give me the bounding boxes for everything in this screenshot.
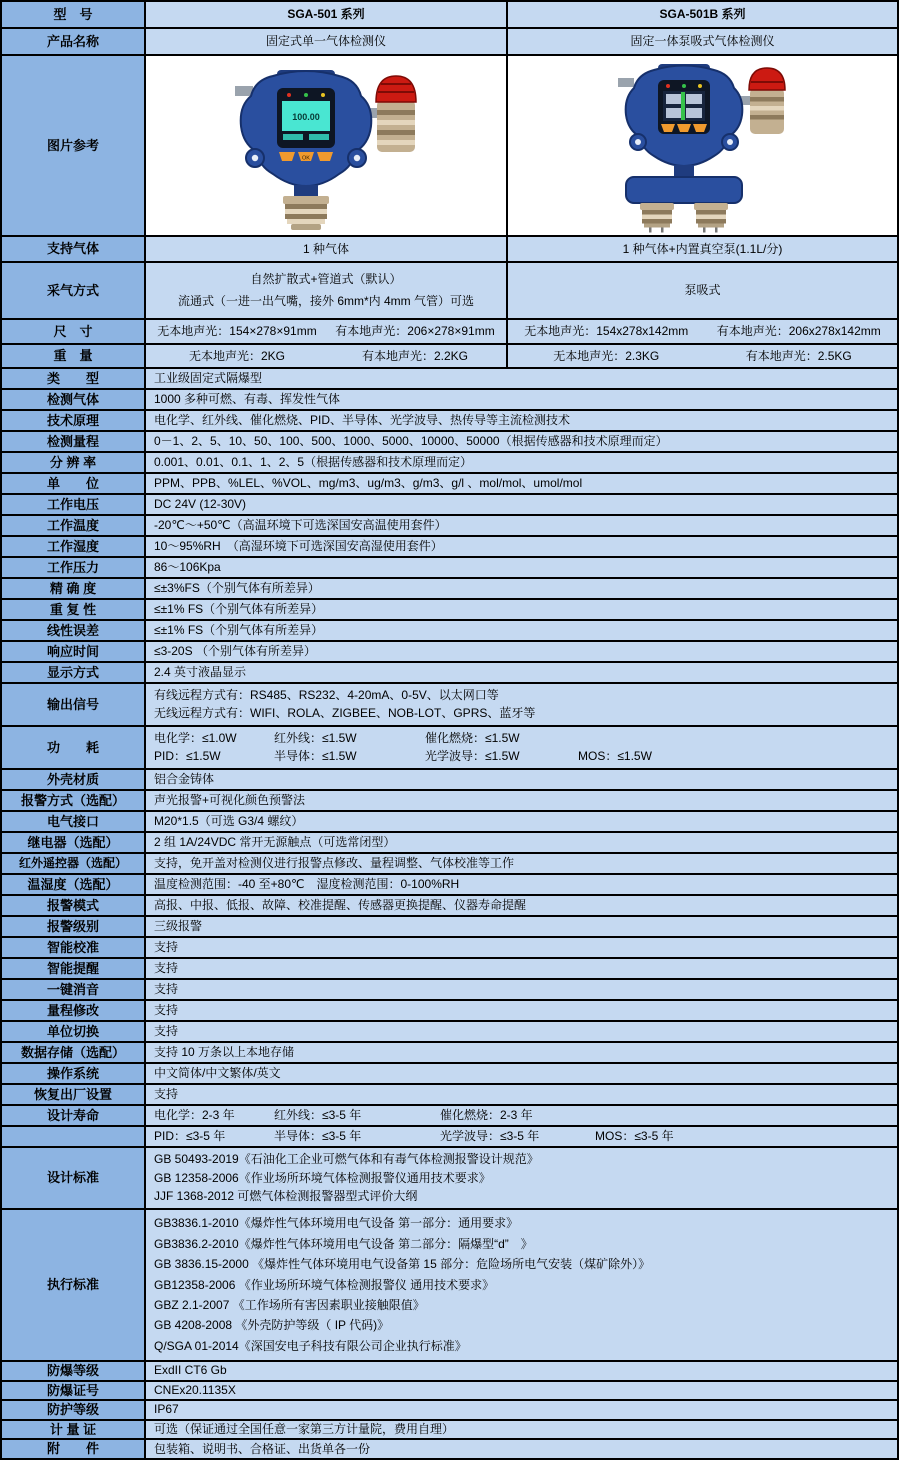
pump-base xyxy=(626,177,742,203)
power-mos: MOS：≤1.5W xyxy=(578,749,652,763)
weight-left-b: 有本地声光：2.2KG xyxy=(361,348,469,363)
unit-switch-value: 支持 xyxy=(146,1022,897,1041)
size-right-b: 有本地声光：206x278x142mm xyxy=(716,324,881,338)
power-label: 功 耗 xyxy=(2,727,146,768)
lifetime-optical: 光学波导：≤3-5 年 xyxy=(440,1129,540,1143)
sampling-row-label: 采气方式 xyxy=(2,263,146,318)
factory-reset-label: 恢复出厂设置 xyxy=(2,1085,146,1104)
shell-value: 铝合金铸体 xyxy=(146,770,897,789)
explosion-cert-value: CNEx20.1135X xyxy=(146,1382,897,1400)
weight-right-value xyxy=(508,345,897,367)
row-range xyxy=(2,432,897,453)
design-std-value xyxy=(146,1148,897,1208)
sampling-left-line1: 自然扩散式+管道式（默认） xyxy=(250,271,402,286)
gases-label: 检测气体 xyxy=(2,390,146,409)
lifetime-pid: PID：≤3-5 年 xyxy=(154,1129,226,1143)
product-row-label: 产品名称 xyxy=(2,29,146,54)
gas-left-value: 1 种气体 xyxy=(146,237,508,261)
shell-label: 外壳材质 xyxy=(2,770,146,789)
alarm-level-label: 报警级别 xyxy=(2,917,146,936)
exec-std-line: GB3836.1-2010《爆炸性气体环境用电气设备 第一部分：通用要求》 xyxy=(154,1216,519,1231)
row-range-modify xyxy=(2,1001,897,1022)
row-model xyxy=(2,2,897,29)
ip-rating-value: IP67 xyxy=(146,1401,897,1419)
electrical-port-value: M20*1.5（可选 G3/4 螺纹） xyxy=(146,812,897,831)
row-weight xyxy=(2,345,897,369)
factory-reset-value: 支持 xyxy=(146,1085,897,1104)
sampling-left-line2: 流通式（一进一出气嘴，接外 6mm*内 4mm 气管）可选 xyxy=(177,294,474,309)
pump-detector-illustration xyxy=(588,58,818,233)
exec-std-value xyxy=(146,1210,897,1360)
product-photo-single-detector xyxy=(146,56,508,235)
power-pid: PID：≤1.5W xyxy=(154,749,221,763)
principle-value: 电化学、红外线、催化燃烧、PID、半导体、光学波导、热传导等主流检测技术 xyxy=(146,411,897,430)
exec-std-line: Q/SGA 01-2014《深国安电子科技有限公司企业执行标准》 xyxy=(154,1338,467,1353)
smart-cal-label: 智能校准 xyxy=(2,938,146,957)
mute-label: 一键消音 xyxy=(2,980,146,999)
row-smart-remind xyxy=(2,959,897,980)
os-label: 操作系统 xyxy=(2,1064,146,1083)
accessories-value: 包装箱、说明书、合格证、出货单各一份 xyxy=(146,1440,897,1458)
row-output-signal xyxy=(2,684,897,727)
size-row-label: 尺 寸 xyxy=(2,320,146,343)
row-storage xyxy=(2,1043,897,1064)
alarm-beacon-icon xyxy=(736,68,785,134)
weight-right-b: 有本地声光：2.5KG xyxy=(745,348,852,363)
row-mute xyxy=(2,980,897,1001)
row-electrical-port xyxy=(2,812,897,833)
linearity-label: 线性误差 xyxy=(2,621,146,640)
row-temp-humidity xyxy=(2,875,897,896)
row-voltage xyxy=(2,495,897,516)
gases-value: 1000 多种可燃、有毒、挥发性气体 xyxy=(146,390,897,409)
device-buttons xyxy=(279,152,333,162)
storage-label: 数据存储（选配） xyxy=(2,1043,146,1062)
lifetime-electrochemical: 电化学：2-3 年 xyxy=(154,1108,235,1122)
range-label: 检测量程 xyxy=(2,432,146,451)
response-label: 响应时间 xyxy=(2,642,146,661)
design-std-line: GB 50493-2019《石油化工企业可燃气体和有毒气体检测报警设计规范》 xyxy=(154,1152,539,1167)
pressure-value: 86～106Kpa xyxy=(146,558,897,577)
repeatability-label: 重 复 性 xyxy=(2,600,146,619)
exec-std-line: GB12358-2006 《作业场所环境气体检测报警仪 通用技术要求》 xyxy=(154,1277,495,1292)
accuracy-label: 精 确 度 xyxy=(2,579,146,598)
exec-std-line: GB3836.2-2010《爆炸性气体环境用电气设备 第二部分：隔爆型“d” 》 xyxy=(154,1236,533,1251)
row-power-consumption xyxy=(2,727,897,770)
display-value: 2.4 英寸液晶显示 xyxy=(146,663,897,682)
row-lifetime-2 xyxy=(2,1127,897,1148)
row-unit-switch xyxy=(2,1022,897,1043)
gas-right-value: 1 种气体+内置真空泵(1.1L/分) xyxy=(508,237,897,261)
product-right-value: 固定一体泵吸式气体检测仪 xyxy=(508,29,897,54)
lifetime-label: 设计寿命 xyxy=(2,1106,146,1125)
pressure-label: 工作压力 xyxy=(2,558,146,577)
power-value xyxy=(146,727,897,768)
power-semiconductor: 半导体：≤1.5W xyxy=(274,749,357,763)
metering-cert-label: 计 量 证 xyxy=(2,1421,146,1439)
storage-value: 支持 10 万条以上本地存储 xyxy=(146,1043,897,1062)
output-signal-value xyxy=(146,684,897,725)
size-right-value xyxy=(508,320,897,343)
relay-label: 继电器（选配） xyxy=(2,833,146,852)
smart-cal-value: 支持 xyxy=(146,938,897,957)
row-alarm-method xyxy=(2,791,897,812)
row-pressure xyxy=(2,558,897,579)
display-label: 显示方式 xyxy=(2,663,146,682)
row-resolution xyxy=(2,453,897,474)
range-modify-value: 支持 xyxy=(146,1001,897,1020)
ir-remote-label: 红外遥控器（选配） xyxy=(2,854,146,873)
row-factory-reset xyxy=(2,1085,897,1106)
row-explosion-cert xyxy=(2,1382,897,1402)
model-row-label: 型 号 xyxy=(2,2,146,27)
model-left-value: SGA-501 系列 xyxy=(146,2,508,27)
design-std-label: 设计标准 xyxy=(2,1148,146,1208)
row-exec-standard xyxy=(2,1210,897,1362)
row-supported-gas xyxy=(2,237,897,263)
row-sampling-method xyxy=(2,263,897,320)
type-label: 类 型 xyxy=(2,369,146,388)
row-dimensions xyxy=(2,320,897,345)
gas-row-label: 支持气体 xyxy=(2,237,146,261)
lifetime-semiconductor: 半导体：≤3-5 年 xyxy=(274,1129,362,1143)
row-product-images xyxy=(2,56,897,237)
resolution-label: 分 辨 率 xyxy=(2,453,146,472)
power-optical: 光学波导：≤1.5W xyxy=(425,749,520,763)
lifetime-catalytic: 催化燃烧：2-3 年 xyxy=(440,1108,533,1122)
row-response-time xyxy=(2,642,897,663)
principle-label: 技术原理 xyxy=(2,411,146,430)
mute-value: 支持 xyxy=(146,980,897,999)
row-smart-cal xyxy=(2,938,897,959)
size-left-a: 无本地声光：154×278×91mm xyxy=(157,324,317,338)
smart-remind-value: 支持 xyxy=(146,959,897,978)
size-right-a: 无本地声光：154x278x142mm xyxy=(524,324,689,338)
weight-right-a: 无本地声光：2.3KG xyxy=(553,348,660,363)
lifetime-label-empty xyxy=(2,1127,146,1146)
accessories-label: 附 件 xyxy=(2,1440,146,1458)
exec-std-line: GBZ 2.1-2007 《工作场所有害因素职业接触限值》 xyxy=(154,1297,425,1312)
weight-left-value xyxy=(146,345,508,367)
ir-remote-value: 支持，免开盖对检测仪进行报警点修改、量程调整、气体校准等工作 xyxy=(146,854,897,873)
output-signal-line1: 有线远程方式有：RS485、RS232、4-20mA、0-5V、以太网口等 xyxy=(154,688,499,702)
units-value: PPM、PPB、%LEL、%VOL、mg/m3、ug/m3、g/m3、g/l 、mol/mol、umol/mol xyxy=(146,474,897,493)
smart-remind-label: 智能提醒 xyxy=(2,959,146,978)
lifetime-infrared: 红外线：≤3-5 年 xyxy=(274,1108,362,1122)
row-units xyxy=(2,474,897,495)
range-value: 0－1、2、5、10、50、100、500、1000、5000、10000、50000（根据传感器和技术原理而定） xyxy=(146,432,897,451)
sensor-head-left xyxy=(640,203,674,233)
row-ip-rating xyxy=(2,1401,897,1421)
row-humidity xyxy=(2,537,897,558)
row-principle xyxy=(2,411,897,432)
product-left-value: 固定式单一气体检测仪 xyxy=(146,29,508,54)
size-left-b: 有本地声光：206×278×91mm xyxy=(335,324,495,338)
exec-std-line: GB 4208-2008 《外壳防护等级（ IP 代码)》 xyxy=(154,1318,390,1333)
product-photo-pump-detector xyxy=(508,56,897,235)
ip-rating-label: 防护等级 xyxy=(2,1401,146,1419)
power-infrared: 红外线：≤1.5W xyxy=(274,731,357,745)
relay-value: 2 组 1A/24VDC 常开无源触点（可选常闭型） xyxy=(146,833,897,852)
temperature-value: -20℃～+50℃（高温环境下可选深国安高温使用套件） xyxy=(146,516,897,535)
row-os xyxy=(2,1064,897,1085)
alarm-mode-label: 报警模式 xyxy=(2,896,146,915)
linearity-value: ≤±1% FS（个别气体有所差异） xyxy=(146,621,897,640)
row-shell xyxy=(2,770,897,791)
row-relay xyxy=(2,833,897,854)
alarm-method-value: 声光报警+可视化颜色预警法 xyxy=(146,791,897,810)
explosion-cert-label: 防爆证号 xyxy=(2,1382,146,1400)
repeatability-value: ≤±1% FS（个别气体有所差异） xyxy=(146,600,897,619)
explosion-class-label: 防爆等级 xyxy=(2,1362,146,1380)
units-label: 单 位 xyxy=(2,474,146,493)
temp-humidity-label: 温湿度（选配） xyxy=(2,875,146,894)
row-lifetime-1 xyxy=(2,1106,897,1127)
row-temperature xyxy=(2,516,897,537)
temp-humidity-value: 温度检测范围：-40 至+80℃ 湿度检测范围：0-100%RH xyxy=(146,875,897,894)
alarm-level-value: 三级报警 xyxy=(146,917,897,936)
temperature-label: 工作温度 xyxy=(2,516,146,535)
row-alarm-level xyxy=(2,917,897,938)
sampling-right-value: 泵吸式 xyxy=(508,263,897,318)
resolution-value: 0.001、0.01、0.1、1、2、5（根据传感器和技术原理而定） xyxy=(146,453,897,472)
type-value: 工业级固定式隔爆型 xyxy=(146,369,897,388)
os-value: 中文简体/中文繁体/英文 xyxy=(146,1064,897,1083)
power-electrochemical: 电化学：≤1.0W xyxy=(154,731,237,745)
row-linearity xyxy=(2,621,897,642)
voltage-label: 工作电压 xyxy=(2,495,146,514)
row-detectable-gases xyxy=(2,390,897,411)
row-design-standard xyxy=(2,1148,897,1210)
design-std-line: GB 12358-2006《作业场所环境气体检测报警仪通用技术要求》 xyxy=(154,1170,491,1185)
lifetime-line2 xyxy=(146,1127,897,1146)
alarm-mode-value: 高报、中报、低报、故障、校准提醒、传感器更换提醒、仪器寿命提醒 xyxy=(146,896,897,915)
sensor-head-right xyxy=(694,203,728,233)
row-product-name xyxy=(2,29,897,56)
response-value: ≤3-20S （个别气体有所差异） xyxy=(146,642,897,661)
humidity-label: 工作湿度 xyxy=(2,537,146,556)
accuracy-value: ≤±3%FS（个别气体有所差异） xyxy=(146,579,897,598)
alarm-method-label: 报警方式（选配） xyxy=(2,791,146,810)
exec-std-line: GB 3836.15-2000 《爆炸性气体环境用电气设备第 15 部分：危险场所电气安装（煤矿除外）》 xyxy=(154,1257,651,1272)
electrical-port-label: 电气接口 xyxy=(2,812,146,831)
row-accessories xyxy=(2,1440,897,1460)
humidity-value: 10～95%RH （高湿环境下可选深国安高湿使用套件） xyxy=(146,537,897,556)
model-right-value: SGA-501B 系列 xyxy=(508,2,897,27)
row-metering-cert xyxy=(2,1421,897,1441)
lcd-reading: 100.00 xyxy=(292,112,320,122)
single-detector-illustration xyxy=(211,58,441,233)
lifetime-mos: MOS：≤3-5 年 xyxy=(595,1129,674,1143)
lifetime-line1 xyxy=(146,1106,897,1125)
sampling-left-value xyxy=(146,263,508,318)
weight-left-a: 无本地声光：2KG xyxy=(188,348,285,363)
weight-row-label: 重 量 xyxy=(2,345,146,367)
voltage-value: DC 24V (12-30V) xyxy=(146,495,897,514)
power-catalytic: 催化燃烧：≤1.5W xyxy=(425,731,520,745)
row-accuracy xyxy=(2,579,897,600)
output-signal-line2: 无线远程方式有：WIFI、ROLA、ZIGBEE、NOB-LOT、GPRS、蓝牙等 xyxy=(154,706,536,720)
explosion-class-value: ExdII CT6 Gb xyxy=(146,1362,897,1380)
metering-cert-value: 可选（保证通过全国任意一家第三方计量院，费用自理） xyxy=(146,1421,897,1439)
device-buttons xyxy=(661,124,707,132)
unit-switch-label: 单位切换 xyxy=(2,1022,146,1041)
row-repeatability xyxy=(2,600,897,621)
row-type xyxy=(2,369,897,390)
row-explosion-class xyxy=(2,1362,897,1382)
row-display xyxy=(2,663,897,684)
output-signal-label: 输出信号 xyxy=(2,684,146,725)
exec-std-label: 执行标准 xyxy=(2,1210,146,1360)
size-left-value xyxy=(146,320,508,343)
row-ir-remote xyxy=(2,854,897,875)
sensor-head xyxy=(283,196,329,230)
range-modify-label: 量程修改 xyxy=(2,1001,146,1020)
image-row-label: 图片参考 xyxy=(2,56,146,235)
row-alarm-mode xyxy=(2,896,897,917)
ok-button-label: OK xyxy=(302,155,310,162)
design-std-line: JJF 1368-2012 可燃气体检测报警器型式评价大纲 xyxy=(154,1188,418,1203)
